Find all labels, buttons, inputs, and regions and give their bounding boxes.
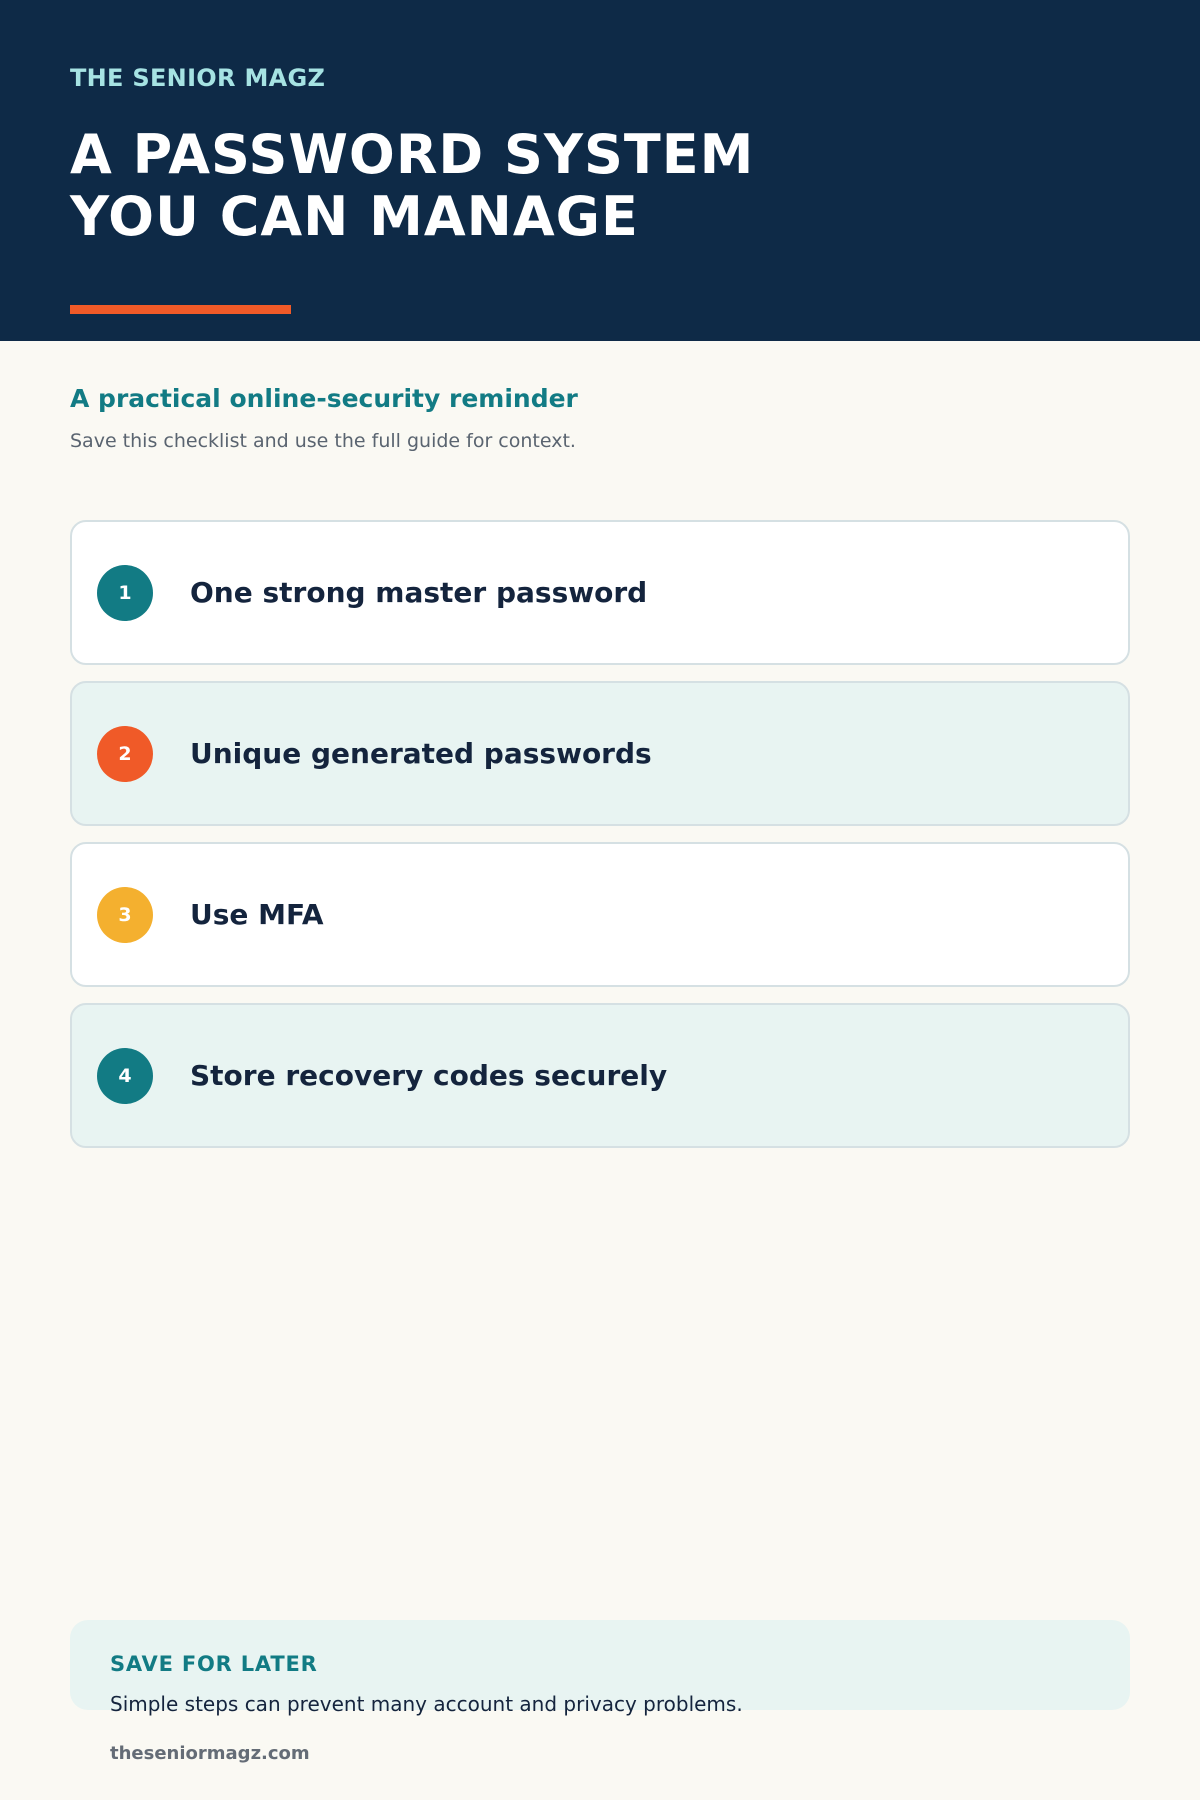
- page-title: [70, 124, 754, 248]
- save-for-later-text: Simple steps can prevent many account and privacy problems.: [110, 1692, 743, 1716]
- intro-text: Save this checklist and use the full guide for context.: [70, 430, 576, 452]
- checklist-item-2: [70, 681, 1130, 826]
- checklist-item-4: [70, 1003, 1130, 1148]
- security-checklist: [70, 520, 1130, 1164]
- checklist-item-3: [70, 842, 1130, 987]
- checklist-item-label: Store recovery codes securely: [190, 1059, 668, 1092]
- checklist-item-label: Use MFA: [190, 898, 324, 931]
- step-number-badge: 1: [97, 565, 153, 621]
- step-number-badge: 4: [97, 1048, 153, 1104]
- checklist-item-label: Unique generated passwords: [190, 737, 652, 770]
- checklist-item-1: [70, 520, 1130, 665]
- page-title-line-1: A PASSWORD SYSTEM: [70, 123, 755, 186]
- title-accent-bar: [70, 305, 291, 314]
- brand-name: THE SENIOR MAGZ: [70, 64, 326, 92]
- website-url: theseniormagz.com: [110, 1743, 310, 1764]
- step-number-badge: 3: [97, 887, 153, 943]
- step-number-badge: 2: [97, 726, 153, 782]
- page-title-line-2: YOU CAN MANAGE: [70, 185, 639, 248]
- save-for-later-title: SAVE FOR LATER: [110, 1652, 318, 1676]
- section-subtitle: A practical online-security reminder: [70, 384, 578, 413]
- checklist-item-label: One strong master password: [190, 576, 648, 609]
